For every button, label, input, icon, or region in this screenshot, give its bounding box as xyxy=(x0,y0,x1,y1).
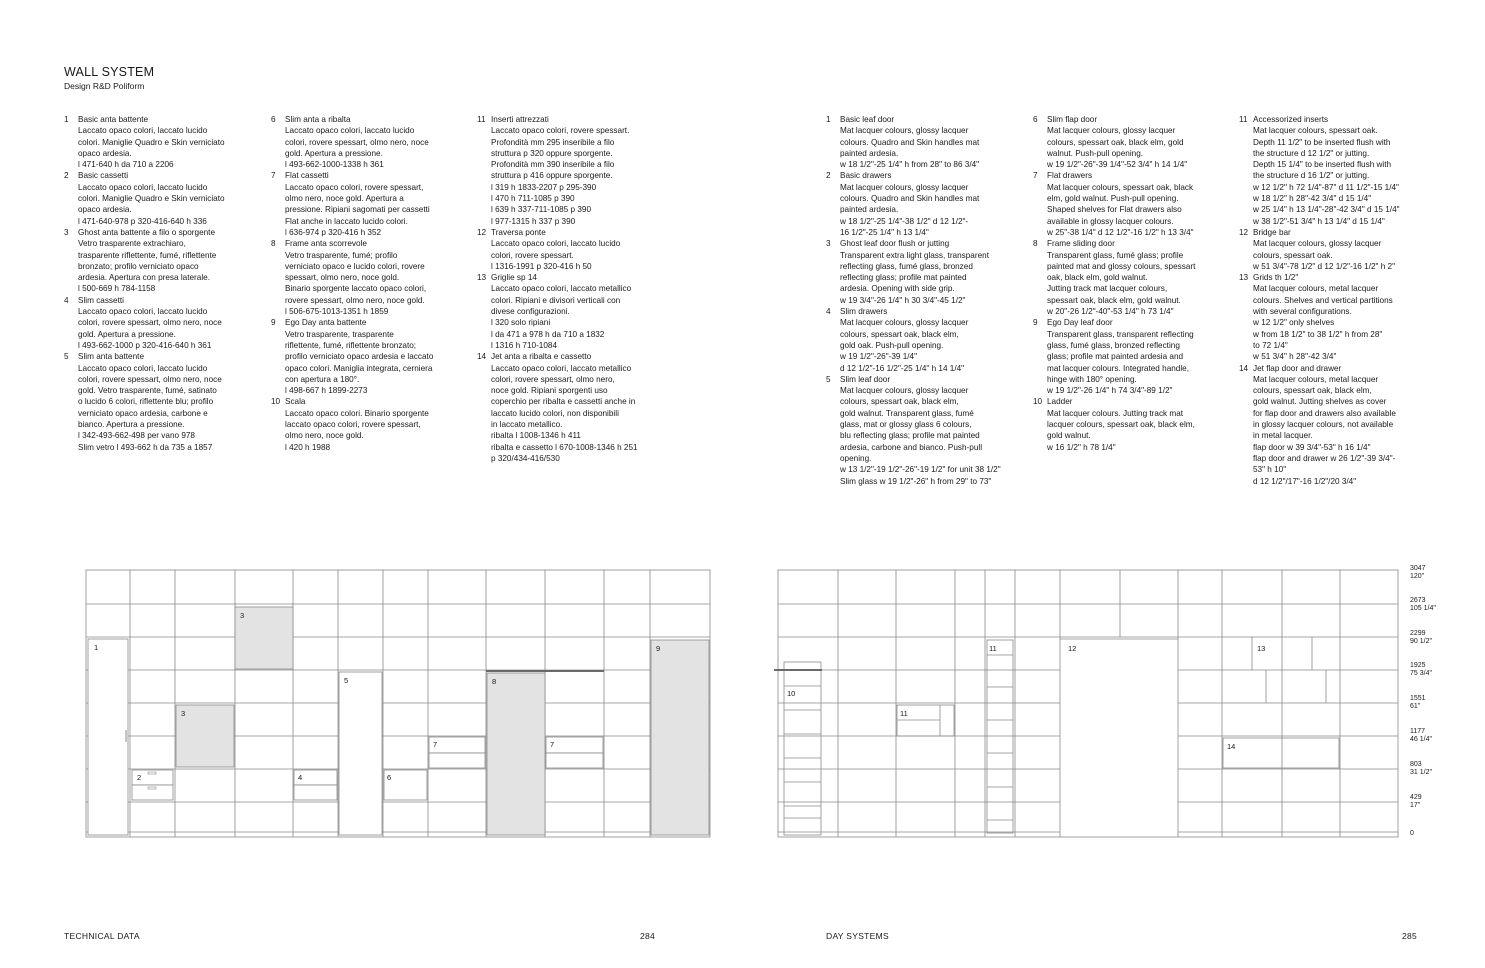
spec-item-line: colori. Maniglie Quadro e Skin verniciato xyxy=(78,137,225,147)
scale-mm: 2299 xyxy=(1410,630,1426,637)
unit-label-11b: 11 xyxy=(989,644,997,653)
spec-item-line: glass, fumé glass, bronzed reflecting xyxy=(1047,340,1180,350)
unit-label-9: 9 xyxy=(656,644,661,653)
spec-item-number: 14 xyxy=(1239,363,1249,373)
spec-item-line: verniciato opaco e lucido colori, rovere xyxy=(285,261,425,271)
spec-item-line: colori. Maniglie Quadro e Skin verniciato xyxy=(78,194,225,204)
spec-item-line: p 320/434-416/530 xyxy=(491,453,560,463)
spec-item-line: Mat lacquer colours, glossy lacquer xyxy=(840,318,969,328)
spec-item-line: con apertura a 180°. xyxy=(285,374,360,384)
spec-item-line: walnut. Push-pull opening. xyxy=(1047,148,1144,158)
spec-item-number: 2 xyxy=(826,171,831,181)
spec-item-title: Frame anta scorrevole xyxy=(285,239,367,249)
spec-item-title: Grids th 1/2" xyxy=(1253,273,1299,283)
spec-item-line: l 1316 h 710-1084 xyxy=(491,340,558,350)
spec-item-line: elm, gold walnut. Push-pull opening. xyxy=(1047,194,1179,204)
spec-item-line: l 470 h 711-1085 p 390 xyxy=(491,194,575,204)
spec-item-number: 11 xyxy=(1239,115,1248,124)
spec-item-line: w 25"-38 1/4" d 12 1/2"-16 1/2" h 13 3/4" xyxy=(1047,227,1194,237)
spec-item-line: Mat lacquer colours, spessart oak, black xyxy=(1047,182,1194,192)
spec-item-line: riflettente, fumé, riflettente bronzato; xyxy=(285,340,417,350)
spec-item-title: Traversa ponte xyxy=(491,227,546,237)
spec-item-line: l 977-1315 h 337 p 390 xyxy=(491,216,576,226)
spec-item-line: blu reflecting glass; profile mat painted xyxy=(840,431,980,441)
scale-mark xyxy=(1410,662,1432,678)
spec-item-line: colours, spessart oak, black elm, xyxy=(1253,386,1372,396)
spec-item-line: l 498-667 h 1899-2273 xyxy=(285,386,368,396)
spec-item-number: 7 xyxy=(271,171,276,181)
spec-item-line: gold. Apertura a pressione. xyxy=(78,329,176,339)
spec-item-line: Mat lacquer colours, glossy lacquer xyxy=(840,386,969,396)
spec-item-line: ribalta e cassetto l 670-1008-1346 h 251 xyxy=(491,442,638,452)
spec-item-line: w 19 1/2"-26"-39 1/4"-52 3/4" h 14 1/4" xyxy=(1047,160,1188,170)
scale-mark xyxy=(1410,630,1432,646)
spec-item-line: opening. xyxy=(840,453,872,463)
spec-item-line: colours. Quadro and Skin handles mat xyxy=(840,194,980,204)
spec-item-line: Laccato opaco colori, laccato lucido xyxy=(285,126,415,136)
spec-item-line: colours. Shelves and vertical partitions xyxy=(1253,295,1393,305)
spec-item-title: Inserti attrezzati xyxy=(491,115,549,124)
spec-item-line: available in glossy lacquer colours. xyxy=(1047,216,1174,226)
spec-item-line: w 18 1/2" h 28"-42 3/4" d 15 1/4" xyxy=(1253,194,1372,204)
spec-item-line: w 25 1/4" h 13 1/4"-28"-42 3/4" d 15 1/4" xyxy=(1253,205,1400,215)
spec-item-line: l 493-662-1000 p 320-416-640 h 361 xyxy=(78,340,212,350)
spec-item-line: o lucido 6 colori, riflettente blu; profilo xyxy=(78,397,214,407)
spec-item-title: Slim anta battente xyxy=(78,352,144,362)
spec-item-title: Ghost leaf door flush or jutting xyxy=(840,239,950,249)
scale-inches: 90 1/2" xyxy=(1410,638,1432,645)
spec-item-line: for flap door and drawers also available xyxy=(1253,408,1396,418)
spec-item-line: l 639 h 337-711-1085 p 390 xyxy=(491,205,592,215)
spec-item-line: opaco colori. Maniglia integrata, cerniera xyxy=(285,363,433,373)
spec-item-line: pressione. Ripiani sagomati per cassetti xyxy=(285,205,430,215)
spec-item-line: mat lacquer colours. Integrated handle, xyxy=(1047,363,1190,373)
spec-item-number: 9 xyxy=(271,318,276,328)
spec-item-line: flap door and drawer w 26 1/2"-39 3/4"- xyxy=(1253,453,1396,463)
scale-mm: 429 xyxy=(1410,794,1422,801)
spec-item-number: 14 xyxy=(477,352,487,362)
spec-item-number: 6 xyxy=(271,115,276,124)
spec-item-number: 12 xyxy=(1239,227,1249,237)
spec-item-line: Laccato opaco colori, laccato lucido xyxy=(78,363,208,373)
scale-mark xyxy=(1410,695,1426,711)
spec-item-line: 53" h 10" xyxy=(1253,465,1287,475)
spec-item-number: 5 xyxy=(64,352,69,362)
spec-item-line: Flat anche in laccato lucido colori. xyxy=(285,216,408,226)
spec-item-line: lacquer colours, spessart oak, black elm, xyxy=(1047,420,1195,430)
page-title: WALL SYSTEM xyxy=(64,65,155,79)
spec-item-line: rovere spessart, olmo nero, noce gold. xyxy=(285,295,425,305)
spec-item-line: w 51 3/4" h 28"-42 3/4" xyxy=(1253,352,1337,362)
unit-label-14: 14 xyxy=(1227,742,1236,751)
spec-item-line: ardesia. Opening with side grip. xyxy=(840,284,955,294)
scale-mark xyxy=(1410,794,1422,810)
spec-item-line: d 12 1/2"/17"-16 1/2"/20 3/4" xyxy=(1253,476,1357,486)
spec-item-line: Laccato opaco colori, laccato lucido xyxy=(491,239,621,249)
spec-item-line: glass, mat or glossy glass 6 colours, xyxy=(840,420,972,430)
spec-item-line: profilo verniciato opaco ardesia e laccato xyxy=(285,352,434,362)
scale-mm: 2673 xyxy=(1410,597,1426,604)
spec-item-number: 8 xyxy=(1033,239,1038,249)
spec-item-line: l 471-640-978 p 320-416-640 h 336 xyxy=(78,216,207,226)
spec-item-number: 3 xyxy=(64,227,69,237)
spec-item-line: 16 1/2"-25 1/4" h 13 1/4" xyxy=(840,227,929,237)
spec-item-line: coperchio per ribalta e cassetti anche in xyxy=(491,397,636,407)
spec-item-line: gold oak. Push-pull opening. xyxy=(840,340,944,350)
spec-item-title: Slim cassetti xyxy=(78,295,124,305)
spec-item-title: Slim leaf door xyxy=(840,374,891,384)
spec-item-title: Griglie sp 14 xyxy=(491,273,537,283)
spec-item-line: l 420 h 1988 xyxy=(285,442,331,452)
scale-mm: 1177 xyxy=(1410,728,1426,735)
spec-item-line: w 12 1/2" only shelves xyxy=(1253,318,1335,328)
spec-item-line: ribalta l 1008-1346 h 411 xyxy=(491,431,581,441)
spec-item-line: flap door w 39 3/4"-53" h 16 1/4" xyxy=(1253,442,1371,452)
spec-item-number: 10 xyxy=(271,397,281,407)
spec-item-line: Depth 11 1/2" to be inserted flush with xyxy=(1253,137,1391,147)
scale-inches: 17" xyxy=(1410,802,1421,809)
spec-item-line: Depth 15 1/4" to be inserted flush with xyxy=(1253,160,1392,170)
spec-item-line: Mat lacquer colours. Jutting track mat xyxy=(1047,408,1184,418)
spec-item-title: Flat cassetti xyxy=(285,171,329,181)
spec-item-line: painted ardesia. xyxy=(840,205,899,215)
spec-item-title: Basic drawers xyxy=(840,171,892,181)
unit-label-13: 13 xyxy=(1257,644,1266,653)
spec-item-line: w 16 1/2" h 78 1/4" xyxy=(1047,442,1116,452)
unit-label-3b: 3 xyxy=(181,709,186,718)
spec-item-line: olmo nero, noce gold. xyxy=(285,431,364,441)
spec-item-line: struttura p 320 oppure sporgente. xyxy=(491,148,613,158)
unit-label-1: 1 xyxy=(94,643,99,652)
spec-item-line: opaco ardesia. xyxy=(78,205,132,215)
spec-item-line: the structure d 16 1/2" or jutting. xyxy=(1253,171,1370,181)
spec-item-line: Transparent glass, transparent reflecting xyxy=(1047,329,1194,339)
spec-item-title: Bridge bar xyxy=(1253,227,1291,237)
spec-item-line: Mat lacquer colours, spessart oak. xyxy=(1253,126,1378,136)
spec-item-line: colori, rovere spessart, olmo nero, noce xyxy=(78,318,222,328)
spec-item-line: colori, rovere spessart, olmo nero, xyxy=(491,374,615,384)
spec-item-line: l 500-669 h 784-1158 xyxy=(78,284,156,294)
spec-item-line: l 1316-1991 p 320-416 h 50 xyxy=(491,261,592,271)
unit-label-6: 6 xyxy=(387,773,392,782)
spec-item-line: l 471-640 h da 710 a 2206 xyxy=(78,160,174,170)
scale-inches: 75 3/4" xyxy=(1410,670,1432,677)
spec-item-line: gold walnut. Transparent glass, fumé xyxy=(840,408,974,418)
spec-item-line: gold. Apertura a pressione. xyxy=(285,148,383,158)
spec-item-title: Ladder xyxy=(1047,397,1073,407)
spec-item-line: spessart oak, black elm, gold walnut. xyxy=(1047,295,1181,305)
spec-item-line: colours, spessart oak. xyxy=(1253,250,1333,260)
spec-item-line: Laccato opaco colori, laccato lucido xyxy=(78,126,208,136)
spec-item-line: noce gold. Ripiani sporgenti uso xyxy=(491,386,608,396)
spec-item-line: w 19 1/2"-26"-39 1/4" xyxy=(840,352,917,362)
spec-item-line: l 506-675-1013-1351 h 1859 xyxy=(285,307,389,317)
spec-item-title: Basic leaf door xyxy=(840,115,895,124)
scale-mark xyxy=(1410,761,1432,777)
spec-item-line: Slim vetro l 493-662 h da 735 a 1857 xyxy=(78,442,213,452)
spec-item-line: Laccato opaco colori, laccato lucido xyxy=(78,307,208,317)
unit-label-11a: 11 xyxy=(900,709,908,718)
spec-item-title: Jet anta a ribalta e cassetto xyxy=(491,352,592,362)
footer-page-right: 285 xyxy=(1402,931,1418,941)
spec-item-line: hinge with 180° opening. xyxy=(1047,374,1137,384)
spec-item-line: Laccato opaco colori, laccato lucido xyxy=(78,182,208,192)
unit-label-3a: 3 xyxy=(240,611,245,620)
spec-item-line: d 12 1/2"-16 1/2"-25 1/4" h 14 1/4" xyxy=(840,363,965,373)
spec-item-number: 11 xyxy=(477,115,486,124)
spec-item-line: the structure d 12 1/2" or jutting. xyxy=(1253,148,1370,158)
spec-item-line: colori, rovere spessart. xyxy=(491,250,574,260)
scale-mark xyxy=(1410,597,1436,613)
spec-item-line: w 51 3/4"-78 1/2" d 12 1/2"-16 1/2" h 2" xyxy=(1253,261,1395,271)
spec-item-line: Mat lacquer colours, glossy lacquer xyxy=(840,182,969,192)
spec-item-line: opaco ardesia. xyxy=(78,148,132,158)
spec-item-line: Transparent extra light glass, transparent xyxy=(840,250,989,260)
spec-item-line: with several configurations. xyxy=(1253,307,1352,317)
spec-item-line: Vetro trasparente, fumé; profilo xyxy=(285,250,398,260)
spec-item-line: Mat lacquer colours, metal lacquer xyxy=(1253,374,1379,384)
spec-item-line: Mat lacquer colours, glossy lacquer xyxy=(840,126,969,136)
spec-item-line: to 72 1/4" xyxy=(1253,340,1288,350)
spec-item-title: Frame sliding door xyxy=(1047,239,1115,249)
spec-item-line: painted ardesia. xyxy=(840,148,899,158)
spec-item-line: in metal lacquer. xyxy=(1253,431,1313,441)
spec-item-number: 10 xyxy=(1033,397,1043,407)
spec-item-title: Basic cassetti xyxy=(78,171,129,181)
spec-item-title: Basic anta battente xyxy=(78,115,149,124)
spec-item-line: Vetro trasparente, trasparente xyxy=(285,329,394,339)
spec-item-line: reflecting glass; profile mat painted xyxy=(840,273,967,283)
scale-mm: 0 xyxy=(1410,830,1414,837)
spec-item-line: in glossy lacquer colours, not available xyxy=(1253,420,1394,430)
spec-item-line: laccato opaco colori, rovere spessart, xyxy=(285,420,421,430)
spec-item-number: 4 xyxy=(64,295,69,305)
spec-item-number: 4 xyxy=(826,307,831,317)
spec-item-line: verniciato opaco ardesia, carbone e xyxy=(78,408,208,418)
spec-item-number: 12 xyxy=(477,227,487,237)
spec-item-line: l 636-974 p 320-416 h 352 xyxy=(285,227,382,237)
footer-section-right: DAY SYSTEMS xyxy=(826,931,889,941)
spec-item-line: w 12 1/2" h 72 1/4"-87" d 11 1/2"-15 1/4" xyxy=(1253,182,1399,192)
spec-item-line: colours, spessart oak, black elm, xyxy=(840,329,959,339)
spec-item-line: w 19 3/4"-26 1/4" h 30 3/4"-45 1/2" xyxy=(840,295,966,305)
spec-item-title: Scala xyxy=(285,397,306,407)
spec-item-line: colours, spessart oak, black elm, xyxy=(840,397,959,407)
spec-item-line: divese configurazioni. xyxy=(491,307,570,317)
scale-mm: 1925 xyxy=(1410,662,1426,669)
spec-item-number: 13 xyxy=(1239,273,1249,283)
unit-label-2: 2 xyxy=(137,773,142,782)
scale-mm: 1551 xyxy=(1410,695,1426,702)
scale-mark xyxy=(1410,830,1414,838)
spec-item-line: w 18 1/2"-25 1/4"-38 1/2" d 12 1/2"- xyxy=(840,216,969,226)
scale-inches: 31 1/2" xyxy=(1410,769,1432,776)
spec-item-line: gold walnut. xyxy=(1047,431,1091,441)
spec-item-line: colori, rovere spessart, olmo nero, noce xyxy=(78,374,222,384)
spec-item-line: l 493-662-1000-1338 h 361 xyxy=(285,160,384,170)
spec-item-line: gold walnut. Jutting shelves as cover xyxy=(1253,397,1387,407)
spec-item-number: 2 xyxy=(64,171,69,181)
spec-item-line: w 19 1/2"-26 1/4" h 74 3/4"-89 1/2" xyxy=(1047,386,1173,396)
spec-item-line: colori, rovere spessart, olmo nero, noce xyxy=(285,137,429,147)
unit-label-10: 10 xyxy=(787,689,796,698)
scale-inches: 46 1/4" xyxy=(1410,736,1432,743)
spec-item-line: gold. Vetro trasparente, fumé, satinato xyxy=(78,386,217,396)
footer-page-left: 284 xyxy=(640,931,656,941)
spec-item-line: bianco. Apertura a pressione. xyxy=(78,420,185,430)
spec-item-title: Ego Day leaf door xyxy=(1047,318,1113,328)
spec-item-number: 7 xyxy=(1033,171,1038,181)
spec-item-number: 1 xyxy=(826,115,831,124)
unit-label-12: 12 xyxy=(1068,644,1077,653)
spec-item-line: laccato lucido colori, non disponibili xyxy=(491,408,619,418)
spec-item-line: Binario sporgente laccato opaco colori, xyxy=(285,284,427,294)
spec-item-line: w 38 1/2"-51 3/4" h 13 1/4" d 15 1/4" xyxy=(1253,216,1385,226)
spec-item-number: 3 xyxy=(826,239,831,249)
spec-item-number: 6 xyxy=(1033,115,1038,124)
scale-mark xyxy=(1410,565,1426,581)
scale-mark xyxy=(1410,728,1432,744)
scale-inches: 120" xyxy=(1410,573,1425,580)
unit-label-4: 4 xyxy=(298,773,303,782)
scale-mm: 803 xyxy=(1410,761,1422,768)
spec-item-line: Transparent glass, fumé glass; profile xyxy=(1047,250,1184,260)
spec-item-line: l da 471 a 978 h da 710 a 1832 xyxy=(491,329,605,339)
spec-item-line: Laccato opaco colori, rovere spessart. xyxy=(491,126,630,136)
spec-item-line: Laccato opaco colori, laccato metallico xyxy=(491,284,632,294)
spec-item-line: l 342-493-662-498 per vano 978 xyxy=(78,431,195,441)
spec-item-line: l 320 solo ripiani xyxy=(491,318,551,328)
spec-item-title: Slim flap door xyxy=(1047,115,1098,124)
scale-mm: 3047 xyxy=(1410,565,1426,572)
spec-item-line: oak, black elm, gold walnut. xyxy=(1047,273,1148,283)
spec-item-line: in laccato metallico. xyxy=(491,420,563,430)
spec-item-line: struttura p 416 oppure sporgente. xyxy=(491,171,613,181)
spec-item-line: w 18 1/2"-25 1/4" h from 28" to 86 3/4" xyxy=(840,160,980,170)
spec-item-line: reflecting glass, fumé glass, bronzed xyxy=(840,261,973,271)
spec-item-line: colori. Ripiani e divisori verticali con xyxy=(491,295,621,305)
spec-item-title: Accessorized inserts xyxy=(1253,115,1329,124)
footer-section-left: TECHNICAL DATA xyxy=(64,931,140,941)
spec-item-line: Mat lacquer colours, metal lacquer xyxy=(1253,284,1379,294)
spec-item-line: w from 18 1/2" to 38 1/2" h from 28" xyxy=(1253,329,1383,339)
scale-inches: 61" xyxy=(1410,703,1421,710)
spec-item-line: ardesia, carbone and bianco. Push-pull xyxy=(840,442,983,452)
spec-item-line: Jutting track mat lacquer colours, xyxy=(1047,284,1168,294)
unit-label-7b: 7 xyxy=(550,740,555,749)
spec-item-line: w 20"-26 1/2"-40"-53 1/4" h 73 1/4" xyxy=(1047,307,1174,317)
spec-item-title: Flat drawers xyxy=(1047,171,1093,181)
spec-item-line: Laccato opaco colori. Binario sporgente xyxy=(285,408,429,418)
spec-item-line: painted mat and glossy colours, spessart xyxy=(1047,261,1196,271)
spec-item-line: glass; profile mat painted ardesia and xyxy=(1047,352,1184,362)
spec-item-line: Shaped shelves for Flat drawers also xyxy=(1047,205,1182,215)
spec-item-line: l 319 h 1833-2207 p 295-390 xyxy=(491,182,597,192)
spec-item-line: Laccato opaco colori, laccato metallico xyxy=(491,363,632,373)
spec-item-line: spessart, olmo nero, noce gold. xyxy=(285,273,400,283)
unit-label-7a: 7 xyxy=(433,740,438,749)
spec-item-line: Laccato opaco colori, rovere spessart, xyxy=(285,182,424,192)
page-subtitle: Design R&D Poliform xyxy=(64,81,145,91)
spec-item-number: 5 xyxy=(826,374,831,384)
spec-item-number: 9 xyxy=(1033,318,1038,328)
spec-item-line: colours, spessart oak, black elm, gold xyxy=(1047,137,1184,147)
unit-label-5: 5 xyxy=(344,676,349,685)
spec-item-line: colours. Quadro and Skin handles mat xyxy=(840,137,980,147)
spec-item-number: 8 xyxy=(271,239,276,249)
spec-item-title: Jet flap door and drawer xyxy=(1253,363,1342,373)
spec-item-line: Mat lacquer colours, glossy lacquer xyxy=(1253,239,1382,249)
spec-item-line: trasparente riflettente, fumé, riflettente xyxy=(78,250,217,260)
spec-item-title: Ego Day anta battente xyxy=(285,318,367,328)
spec-item-line: Vetro trasparente extrachiaro, xyxy=(78,239,186,249)
spec-item-number: 1 xyxy=(64,115,69,124)
spec-item-line: Profondità mm 390 inseribile a filo xyxy=(491,160,615,170)
spec-item-line: Mat lacquer colours, glossy lacquer xyxy=(1047,126,1176,136)
spec-item-title: Ghost anta battente a filo o sporgente xyxy=(78,227,216,237)
spec-item-title: Slim anta a ribalta xyxy=(285,115,351,124)
spec-item-line: bronzato; profilo verniciato opaco xyxy=(78,261,199,271)
spec-item-line: w 13 1/2"-19 1/2"-26"-19 1/2" for unit 38 1/2" xyxy=(840,465,1001,475)
spec-item-number: 13 xyxy=(477,273,487,283)
spec-item-line: olmo nero, noce gold. Apertura a xyxy=(285,194,404,204)
spec-item-line: Slim glass w 19 1/2"-26" h from 29" to 73" xyxy=(840,476,992,486)
spec-item-title: Slim drawers xyxy=(840,307,888,317)
spec-item-line: Profondità mm 295 inseribile a filo xyxy=(491,137,615,147)
spec-item-line: ardesia. Apertura con presa laterale. xyxy=(78,273,210,283)
scale-inches: 105 1/4" xyxy=(1410,605,1436,612)
unit-label-8: 8 xyxy=(492,677,497,686)
